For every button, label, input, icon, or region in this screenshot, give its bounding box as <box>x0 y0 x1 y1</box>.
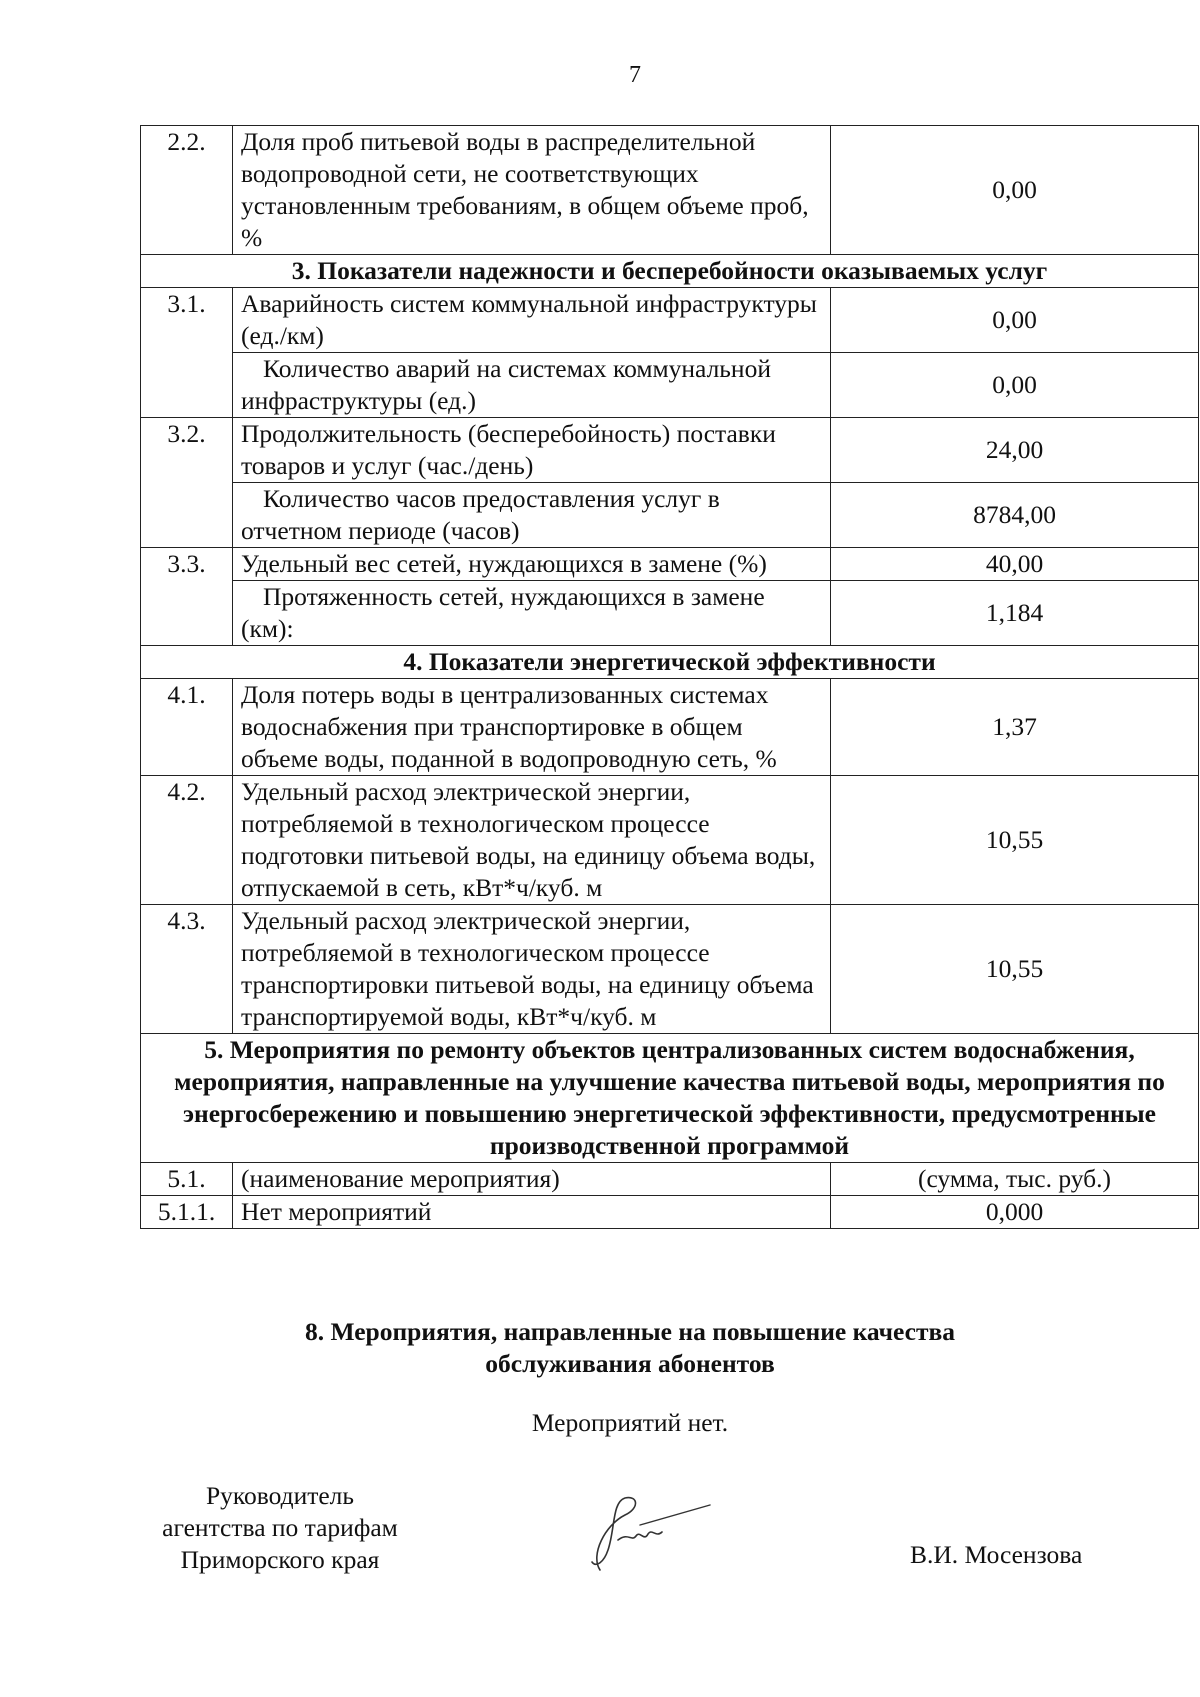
table-row <box>141 548 1199 581</box>
row-description: Удельный расход электрической энергии, потребляемой в технологическом процессе подготовки питьевой воды, на единицу объема воды, отпускаемой в сеть, кВт*ч/куб. м <box>233 776 831 905</box>
row-number: 5.1. <box>141 1163 233 1196</box>
row-value: 24,00 <box>831 418 1199 483</box>
table-row <box>141 483 1199 548</box>
row-number: 4.3. <box>141 905 233 1034</box>
section-8-heading-line: 8. Мероприятия, направленные на повышение качества <box>304 1317 956 1346</box>
table-row <box>141 679 1199 776</box>
row-value: (сумма, тыс. руб.) <box>831 1163 1199 1196</box>
section-heading: 3. Показатели надежности и бесперебойности оказываемых услуг <box>141 255 1199 288</box>
row-number: 4.1. <box>141 679 233 776</box>
table-row <box>141 288 1199 353</box>
row-description: Удельный вес сетей, нуждающихся в замене (%) <box>233 548 831 581</box>
table-row <box>141 1163 1199 1196</box>
table-row <box>141 1196 1199 1229</box>
row-value: 1,37 <box>831 679 1199 776</box>
row-description: Доля проб питьевой воды в распределительной водопроводной сети, не соответствующих установленным требованиям, в общем объеме проб, % <box>233 126 831 255</box>
table-row <box>141 776 1199 905</box>
row-description: Нет мероприятий <box>233 1196 831 1229</box>
table-row <box>141 353 1199 418</box>
row-description: Доля потерь воды в централизованных системах водоснабжения при транспортировке в общем объеме воды, поданной в водопроводную сеть, % <box>233 679 831 776</box>
row-description: Аварийность систем коммунальной инфраструктуры (ед./км) <box>233 288 831 353</box>
section-header-row <box>141 1034 1199 1163</box>
row-value: 10,55 <box>831 776 1199 905</box>
row-description: (наименование мероприятия) <box>233 1163 831 1196</box>
signer-title-line: Руководитель <box>205 1481 355 1510</box>
row-number: 2.2. <box>141 126 233 255</box>
row-number: 3.3. <box>141 548 233 646</box>
row-description: Удельный расход электрической энергии, потребляемой в технологическом процессе транспортировки питьевой воды, на единицу объема транспортируемой воды, кВт*ч/куб. м <box>233 905 831 1034</box>
section-heading: 5. Мероприятия по ремонту объектов централизованных систем водоснабжения, мероприятия, направленные на улучшение качества питьевой воды, мероприятия по энергосбережению и повышению энергетической эффективности, предусмотренные производственной программой <box>141 1034 1199 1163</box>
row-value: 1,184 <box>831 581 1199 646</box>
table-row <box>141 418 1199 483</box>
row-description: Количество аварий на системах коммунальной инфраструктуры (ед.) <box>233 353 831 418</box>
row-value: 8784,00 <box>831 483 1199 548</box>
row-number: 3.1. <box>141 288 233 418</box>
row-description: Протяженность сетей, нуждающихся в замене (км): <box>233 581 831 646</box>
no-measures-text: Мероприятий нет. <box>531 1408 729 1437</box>
table-row <box>141 905 1199 1034</box>
section-8-heading <box>200 1316 1060 1380</box>
row-description: Продолжительность (бесперебойность) поставки товаров и услуг (час./день) <box>233 418 831 483</box>
table-row <box>141 126 1199 255</box>
signer-name: В.И. Мосензова <box>910 1540 1083 1569</box>
signer-title <box>130 1480 430 1576</box>
row-value: 0,00 <box>831 353 1199 418</box>
row-value: 0,000 <box>831 1196 1199 1229</box>
row-number: 5.1.1. <box>141 1196 233 1229</box>
section-heading: 4. Показатели энергетической эффективности <box>141 646 1199 679</box>
section-header-row <box>141 646 1199 679</box>
row-number: 4.2. <box>141 776 233 905</box>
section-8-heading-line: обслуживания абонентов <box>485 1349 775 1378</box>
page-number: 7 <box>629 62 641 88</box>
handwritten-signature <box>570 1470 730 1580</box>
table-row <box>141 581 1199 646</box>
section-header-row <box>141 255 1199 288</box>
row-value: 10,55 <box>831 905 1199 1034</box>
signer-title-line: агентства по тарифам <box>162 1513 398 1542</box>
row-value: 0,00 <box>831 288 1199 353</box>
row-value: 0,00 <box>831 126 1199 255</box>
row-value: 40,00 <box>831 548 1199 581</box>
signer-title-line: Приморского края <box>180 1545 380 1574</box>
row-description: Количество часов предоставления услуг в отчетном периоде (часов) <box>233 483 831 548</box>
row-number: 3.2. <box>141 418 233 548</box>
indicators-table <box>140 125 1199 1229</box>
